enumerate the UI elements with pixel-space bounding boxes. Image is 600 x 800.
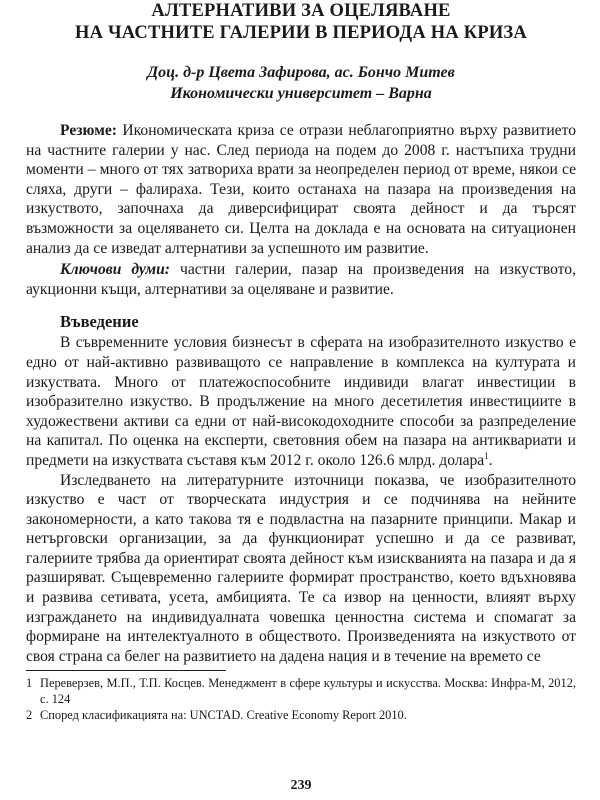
footnote-divider — [26, 670, 226, 671]
keywords-text: частни галерии, пазар на произведения на изкуството, аукционни къщи, алтернативи за оцеляване и развитие. — [26, 261, 576, 298]
paper-title-line-2: НА ЧАСТНИТЕ ГАЛЕРИИ В ПЕРИОДА НА КРИЗА — [75, 23, 527, 43]
paper-page — [26, 0, 576, 800]
keywords-label: Ключови думи: — [60, 261, 170, 279]
abstract-paragraph — [26, 121, 576, 258]
body-paragraph-2: Изследването на литературните източници показва, че изобразителното изкуство е част от творческата индустрия и се подчинява на нейните закономерности, а като такова тя е подвластна на пазарните принципи. Макар и нетърговски организации, за да функционират успешно и да се развиват, галериите трябва да ориентират своята дейност към изискванията на пазара и да я разширяват. Същевременно галериите формират пространство, което вдъхновява и развива сетивата, усета, амбицията. Те са извор на ценности, влияят върху изграждането на индивидуалната човешка ценностна система и спомагат за формиране на интелектуалното в обществото. Произведенията на изкуството от своя страна са белег на развитието на дадена нация и в течение на времето се — [26, 471, 576, 665]
body-paragraph-1-end: . — [488, 451, 493, 469]
footnote-2 — [26, 707, 576, 723]
footnote-2-text: Според класификацията на: UNCTAD. Creative Economy Report 2010. — [40, 708, 407, 722]
page-number: 239 — [290, 778, 312, 793]
footnote-reference-1[interactable]: 1 — [484, 450, 489, 461]
footnote-1-mark: 1 — [26, 676, 33, 690]
footnote-1 — [26, 675, 576, 707]
paper-title-line-1: АЛТЕРНАТИВИ ЗА ОЦЕЛЯВАНЕ — [151, 1, 451, 21]
abstract-label: Резюме: — [60, 122, 117, 139]
keywords-paragraph — [26, 260, 576, 299]
body-paragraph-1-text: В съвременните условия бизнесът в сферата на изобразителното изкуство е едно от най-активно развиващото се направление в комплекса на културата и изкуствата. Много от платежоспособните индивиди влагат инвестиции в изобразително изкуство. В продължение на много десетилетия инвестициите в художествени активи са едни от най-високодоходните способи за разпределение на капитал. По оценка на експерти, световния обем на пазара на антиквариати и предмети на изкуствата съставя към 2012 г. около 126.6 млрд. долара — [26, 334, 576, 469]
footnotes — [26, 670, 576, 723]
paper-affiliation: Икономически университет – Варна — [170, 85, 432, 102]
abstract-text: Икономическата криза се отрази неблагоприятно върху развитието на частните галерии у нас. След периода на подем до 2008 г. настъпиха трудни моменти – много от тях затвориха врати за неопределен период от време, някои се сляха, други – фалираха. Тези, които останаха на пазара на произведения на изкуството, започнаха да диверсифицират своята дейност и да търсят възможности за оцеляването си. Целта на доклада е на основата на ситуационен анализ да се изведат алтернативи за успешното им развитие. — [26, 122, 576, 257]
footnote-1-text: Переверзев, М.П., Т.П. Косцев. Менеджмент в сфере культуры и искусства. Москва: Инфра-М, 2012, с. 124 — [40, 676, 576, 706]
paper-authors: Доц. д-р Цвета Зафирова, ас. Бончо Митев — [147, 64, 455, 81]
section-heading: Въведение — [60, 312, 139, 332]
body-paragraph-1 — [26, 333, 576, 470]
footnote-2-mark: 2 — [26, 708, 33, 722]
